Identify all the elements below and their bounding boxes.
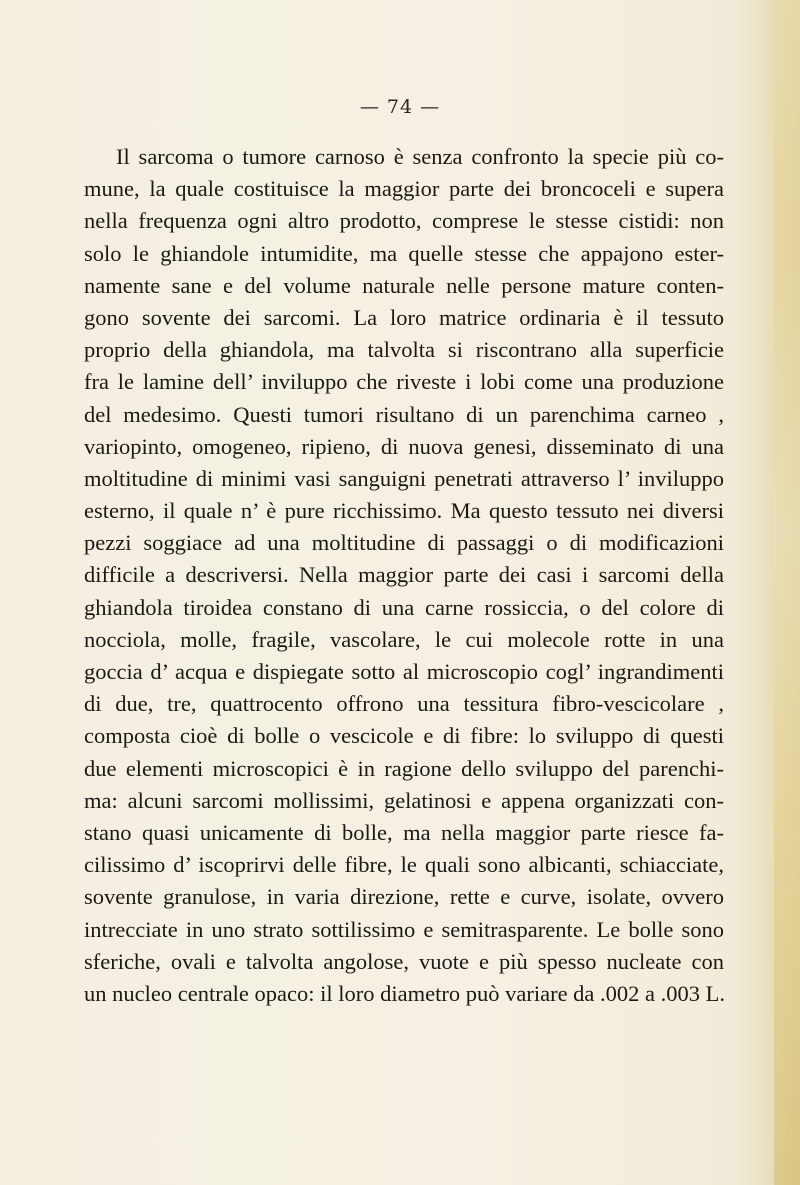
text-line: composta cioè di bolle o vescicole e di fibre: lo sviluppo di questi xyxy=(84,723,724,749)
paragraph xyxy=(84,141,724,1010)
text-line: Il sarcoma o tumore carnoso è senza confronto la specie più co- xyxy=(116,144,724,169)
text-line: sferiche, ovali e talvolta angolose, vuote e più spesso nucleate con xyxy=(84,948,724,974)
text-line: proprio della ghiandola, ma talvolta si riscontrano alla superficie xyxy=(84,337,724,363)
text-line: namente sane e del volume naturale nelle persone mature conten- xyxy=(84,272,724,298)
text-line: esterno, il quale n’ è pure ricchissimo. Ma questo tessuto nei diversi xyxy=(84,498,724,524)
text-line: goccia d’ acqua e dispiegate sotto al microscopio cogl’ ingrandimenti xyxy=(84,659,724,684)
text-line: fra le lamine dell’ inviluppo che riveste i lobi come una produzione xyxy=(84,369,724,395)
text-line: ma: alcuni sarcomi mollissimi, gelatinosi e appena organizzati con- xyxy=(84,787,724,813)
text-line: ghiandola tiroidea constano di una carne rossiccia, o del colore di xyxy=(84,594,724,620)
text-line: sovente granulose, in varia direzione, rette e curve, isolate, ovvero xyxy=(84,884,724,910)
text-line: stano quasi unicamente di bolle, ma nella maggior parte riesce fa- xyxy=(84,819,724,845)
text-line: variopinto, omogeneo, ripieno, di nuova genesi, disseminato di una xyxy=(84,433,724,459)
text-line: intrecciate in uno strato sottilissimo e semitrasparente. Le bolle sono xyxy=(84,916,724,942)
text-line: nocciola, molle, fragile, vascolare, le cui molecole rotte in una xyxy=(84,626,724,652)
page-number: — 74 — xyxy=(359,96,441,118)
text-line: di due, tre, quattrocento offrono una tessitura fibro-vescicolare , xyxy=(84,691,724,717)
text-line: due elementi microscopici è in ragione dello sviluppo del parenchi- xyxy=(84,755,724,781)
page-edge-stain xyxy=(774,0,800,1185)
text-line: solo le ghiandole intumidite, ma quelle stesse che appajono ester- xyxy=(84,240,724,266)
text-line: nella frequenza ogni altro prodotto, comprese le stesse cistidi: non xyxy=(84,208,724,234)
text-line: un nucleo centrale opaco: il loro diametro può variare da .002 a .003 L. xyxy=(84,980,726,1006)
text-line: cilissimo d’ iscoprirvi delle fibre, le quali sono albicanti, schiacciate, xyxy=(84,852,724,878)
text-line: difficile a descriversi. Nella maggior parte dei casi i sarcomi della xyxy=(84,562,724,588)
text-line: moltitudine di minimi vasi sanguigni penetrati attraverso l’ inviluppo xyxy=(84,465,724,491)
text-line: mune, la quale costituisce la maggior parte dei broncoceli e supera xyxy=(84,176,724,202)
text-line: pezzi soggiace ad una moltitudine di passaggi o di modificazioni xyxy=(84,530,724,556)
text-line: del medesimo. Questi tumori risultano di un parenchima carneo , xyxy=(84,401,724,427)
text-line: gono sovente dei sarcomi. La loro matrice ordinaria è il tessuto xyxy=(84,304,724,330)
